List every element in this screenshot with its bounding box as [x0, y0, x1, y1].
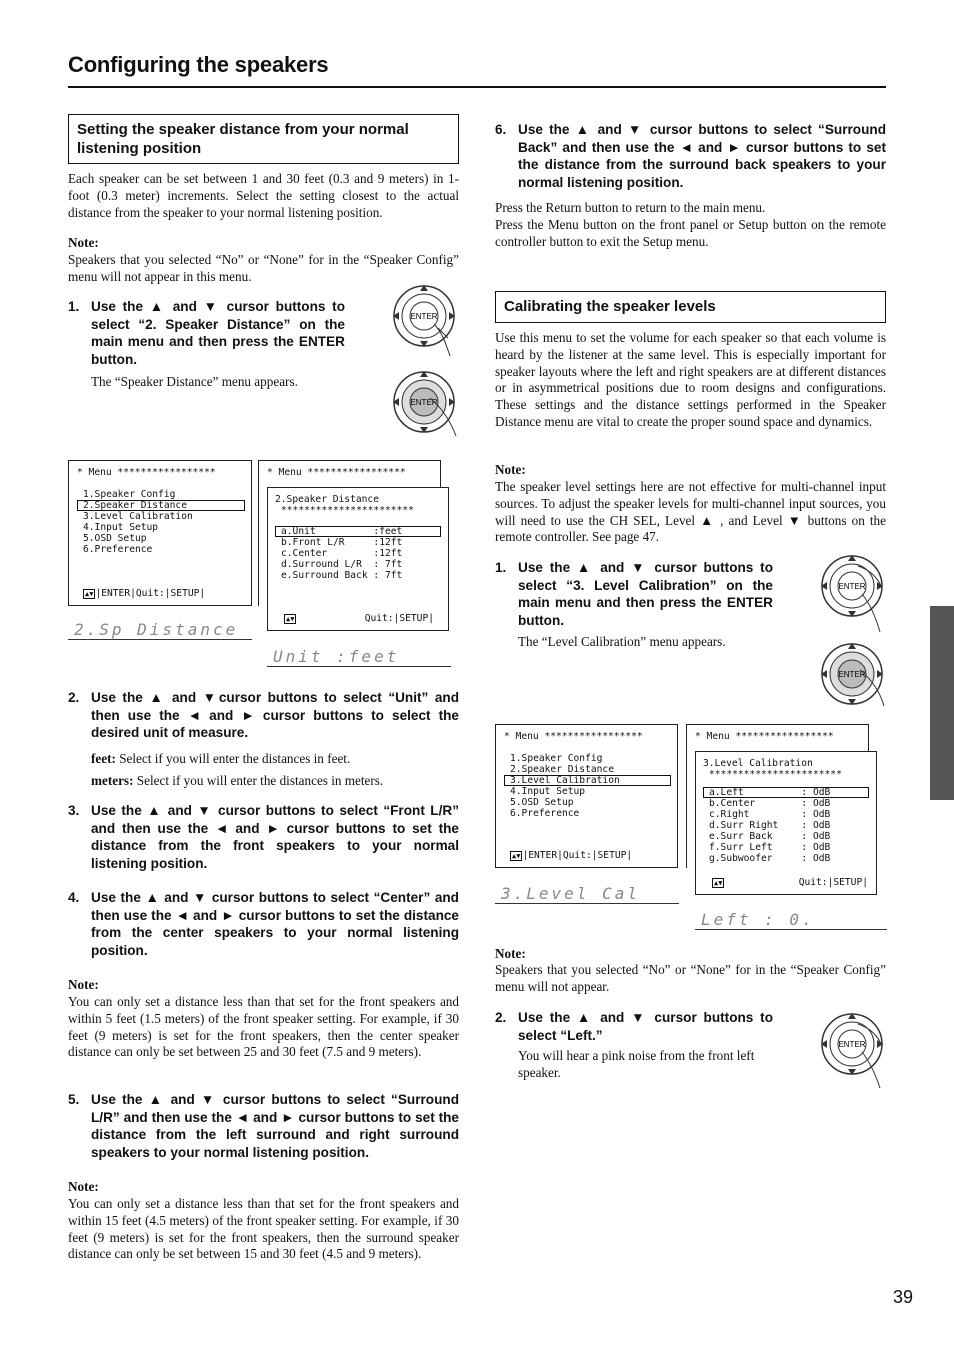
osd-item: 2.Speaker Distance: [83, 500, 187, 511]
osd-selection: [703, 787, 869, 798]
feet-text: Select if you will enter the distances in feet.: [115, 751, 351, 766]
up-down-icon: ▲▼: [286, 614, 295, 623]
osd-speaker-distance: [267, 487, 449, 631]
remote-enter-icon: [818, 552, 888, 636]
enter-label: ENTER: [838, 1040, 866, 1049]
osd-footer: |ENTER|Quit:|SETUP|: [95, 588, 206, 599]
step-number: 2.: [495, 1010, 507, 1025]
step-text: Use the ▲ and ▼ cursor buttons to select “Surround L/R” and then use the ◄ and ► cursor buttons to set the distance from the left surround and right surround speakers to your normal listening position.: [91, 1092, 459, 1160]
fl-display-main: 3.Level Cal: [495, 884, 679, 904]
remote-enter-press-icon: [390, 368, 460, 440]
note-heading: Note:: [495, 946, 526, 961]
osd-header: * Menu *****************: [77, 467, 216, 478]
osd-row: e.Surround Back : 7ft: [281, 570, 403, 581]
step-2-levels: [495, 1009, 773, 1044]
meters-text: Select if you will enter the distances in meters.: [133, 773, 384, 788]
osd-stars: ***********************: [281, 505, 414, 516]
osd-footer: |ENTER|Quit:|SETUP|: [522, 850, 633, 861]
note-heading: Note:: [68, 235, 99, 250]
enter-label: ENTER: [838, 582, 866, 591]
osd-item: 4.Input Setup: [83, 522, 159, 533]
page-number: 39: [892, 1287, 913, 1307]
enter-label: ENTER: [410, 312, 438, 321]
step-2: [68, 689, 459, 742]
menu-instruction: Press the Menu button on the front panel or Setup button on the remote controller button to exit the Setup menu.: [495, 217, 886, 249]
osd-row: g.Subwoofer : OdB: [709, 853, 831, 864]
section-heading-distance: Setting the speaker distance from your normal listening position: [68, 114, 459, 164]
osd-item: 5.OSD Setup: [510, 797, 574, 808]
osd-row: b.Center : OdB: [709, 798, 831, 809]
enter-label: ENTER: [410, 398, 438, 407]
osd-row: b.Front L/R :12ft: [281, 537, 403, 548]
step-text: Use the ▲ and ▼ cursor buttons to select “Front L/R” and then use the ◄ and ► cursor buttons to set the distance from the front speakers to your normal listening position.: [91, 803, 459, 871]
section-side-tab: [930, 606, 954, 800]
enter-label: ENTER: [838, 670, 866, 679]
osd-header: * Menu *****************: [504, 731, 643, 742]
step-1: [68, 298, 345, 368]
osd-selection: [275, 526, 441, 537]
step-number: 1.: [68, 299, 80, 314]
note-text: The speaker level settings here are not effective for multi-channel input sources. To adjust the speaker levels for multi-channel input sources, you will need to use the CH SEL, Level ▲ , and Level ▼ buttons on the remote controller. See page 47.: [495, 479, 886, 545]
distance-intro: Each speaker can be set between 1 and 30 feet (0.3 and 9 meters) in 1-foot (0.3 meter) increments. Select the setting closest to the actual distance from the speaker to your normal listening position.: [68, 171, 459, 220]
page-title: Configuring the speakers: [68, 52, 329, 77]
note-text: You can only set a distance less than that set for the front speakers and within 5 feet (1.5 meters) of the front speaker setting. For example, if 30 feet (9 meters) is set for the front speakers, then the center speaker distance can only be set between 25 and 30 feet (7.5 and 9 meters).: [68, 994, 459, 1060]
return-instruction: Press the Return button to return to the main menu.: [495, 200, 766, 215]
step-number: 1.: [495, 560, 507, 575]
osd-row: a.Unit :feet: [281, 526, 403, 537]
up-down-icon: ▲▼: [714, 878, 723, 887]
remote-enter-press-icon: [818, 640, 888, 712]
step-2-levels-result: You will hear a pink noise from the front left speaker.: [518, 1048, 755, 1080]
osd-item: 1.Speaker Config: [510, 753, 603, 764]
note-text: Speakers that you selected “No” or “None” for in the “Speaker Config” menu will not appear in this menu.: [68, 252, 459, 284]
osd-header: * Menu *****************: [695, 731, 834, 742]
osd-item: 3.Level Calibration: [510, 775, 620, 786]
step-number: 4.: [68, 890, 80, 905]
step-number: 5.: [68, 1092, 80, 1107]
osd-footer: Quit:|SETUP|: [364, 613, 434, 624]
osd-main-menu: [68, 460, 252, 606]
osd-sub-title: 3.Level Calibration: [703, 758, 813, 769]
remote-enter-icon: [818, 1010, 888, 1092]
step-text: Use the ▲ and ▼ cursor buttons to select “Left.”: [518, 1010, 773, 1043]
osd-row: d.Surr Right : OdB: [709, 820, 831, 831]
step-text: Use the ▲ and ▼ cursor buttons to select “Surround Back” and then use the ◄ and ► cursor buttons to set the distance from the surround back speakers to your normal listening position.: [518, 122, 886, 190]
note-text: Speakers that you selected “No” or “None” for in the “Speaker Config” menu will not appear.: [495, 962, 886, 994]
title-rule: [68, 86, 886, 88]
osd-item: 6.Preference: [83, 544, 153, 555]
remote-enter-icon: [390, 282, 460, 362]
step-4: [68, 889, 459, 959]
osd-item: 6.Preference: [510, 808, 580, 819]
osd-row: a.Left : OdB: [709, 787, 831, 798]
step-text: Use the ▲ and ▼cursor buttons to select “Unit” and then use the ◄ and ► cursor buttons to select the desired unit of measure.: [91, 690, 459, 741]
up-down-icon: ▲▼: [512, 851, 521, 860]
step-1-result: The “Speaker Distance” menu appears.: [91, 374, 298, 389]
step-1-levels-result: The “Level Calibration” menu appears.: [518, 634, 726, 649]
feet-label: feet:: [91, 751, 116, 766]
fl-display-main: 2.Sp Distance: [68, 620, 252, 640]
osd-item: 4.Input Setup: [510, 786, 586, 797]
up-down-icon: ▲▼: [85, 589, 94, 598]
step-3: [68, 802, 459, 872]
osd-row: d.Surround L/R : 7ft: [281, 559, 403, 570]
osd-row: c.Right : OdB: [709, 809, 831, 820]
meters-option: [91, 773, 383, 790]
osd-item: 5.OSD Setup: [83, 533, 147, 544]
step-text: Use the ▲ and ▼ cursor buttons to select “2. Speaker Distance” on the main menu and then press the ENTER button.: [91, 299, 345, 367]
osd-level-calibration: [695, 751, 877, 895]
step-1-levels: [495, 559, 773, 629]
osd-header: * Menu *****************: [267, 467, 406, 478]
step-6: [495, 121, 886, 191]
osd-main-menu: [495, 724, 678, 868]
osd-sub-title: 2.Speaker Distance: [275, 494, 379, 505]
fl-display-sub: Left : 0.: [695, 910, 887, 930]
step-number: 2.: [68, 690, 80, 705]
feet-option: [91, 751, 350, 768]
osd-item: 3.Level Calibration: [83, 511, 193, 522]
meters-label: meters:: [91, 773, 134, 788]
osd-selection: [77, 500, 245, 511]
note-heading: Note:: [68, 1179, 99, 1194]
osd-footer: Quit:|SETUP|: [798, 877, 868, 888]
step-text: Use the ▲ and ▼ cursor buttons to select “Center” and then use the ◄ and ► cursor buttons to set the distance from the center speakers to your normal listening position.: [91, 890, 459, 958]
note-heading: Note:: [68, 977, 99, 992]
osd-item: 1.Speaker Config: [83, 489, 176, 500]
osd-stars: ***********************: [709, 769, 842, 780]
osd-selection: [504, 775, 671, 786]
section-heading-levels: Calibrating the speaker levels: [495, 291, 886, 323]
step-number: 6.: [495, 122, 507, 137]
osd-row: e.Surr Back : OdB: [709, 831, 831, 842]
osd-row: f.Surr Left : OdB: [709, 842, 831, 853]
osd-item: 2.Speaker Distance: [510, 764, 614, 775]
step-number: 3.: [68, 803, 80, 818]
fl-display-sub: Unit :feet: [267, 647, 451, 667]
note-text: You can only set a distance less than that set for the front speakers and within 15 feet (4.5 meters) of the front speaker setting. For example, if 30 feet (9 meters) is set for the front speakers, then the surround speaker distance can only be set between 15 and 30 feet (4.5 and 9 meters).: [68, 1196, 459, 1262]
step-5: [68, 1091, 459, 1161]
osd-row: c.Center :12ft: [281, 548, 403, 559]
levels-intro: Use this menu to set the volume for each speaker so that each volume is heard by the listener at the same level. This is especially important for speaker layouts where the left and right speakers are at different distances or in asymmetrical positions due to room designs and configurations. These settings and the distance settings performed in the Speaker Distance menu are vital to create the proper sound space and dynamics.: [495, 330, 886, 429]
step-text: Use the ▲ and ▼ cursor buttons to select “3. Level Calibration” on the main menu and then press the ENTER button.: [518, 560, 773, 628]
note-heading: Note:: [495, 462, 526, 477]
